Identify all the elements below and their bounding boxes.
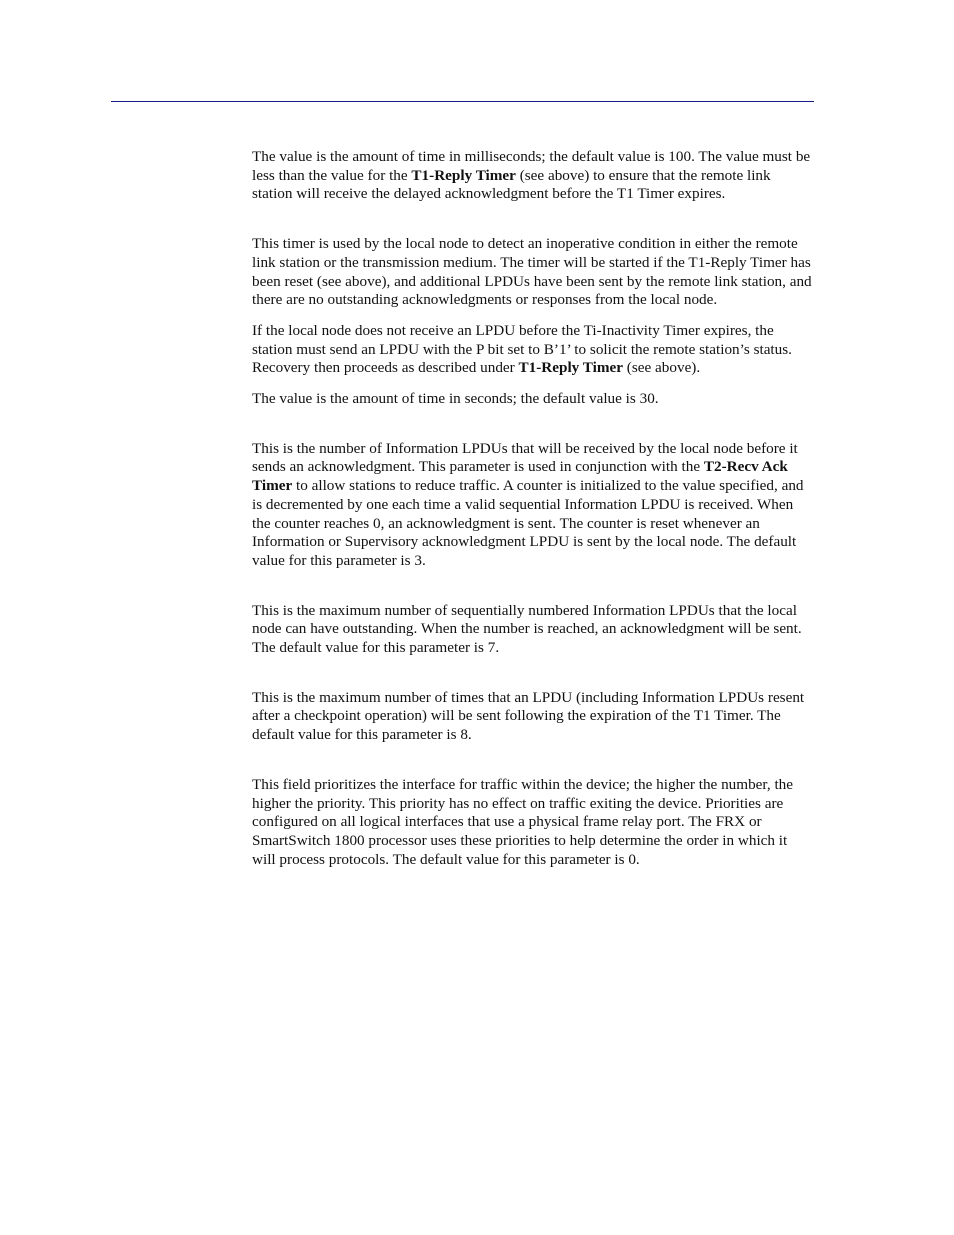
body-paragraph: The value is the amount of time in seconds; the default value is 30. — [252, 390, 659, 408]
body-paragraph: This is the number of Information LPDUs that will be received by the local node before it sends an acknowledgment. This parameter is used in conjunction with the T2-Recv Ack Timer to allow stations to reduce traffic. A counter is initialized to the value specified, and is decremented by one each time a valid sequential Information LPDU is received. When the counter reaches 0, an acknowledgment is sent. The counter is reset whenever an Information or Supervisory acknowledgment LPDU is sent by the local node. The default value for this parameter is 3. — [252, 439, 804, 569]
body-paragraph: This is the maximum number of sequentially numbered Information LPDUs that the local node can have outstanding. When the number is reached, an acknowledgment will be sent. The default value for this parameter is 7. — [252, 601, 802, 657]
body-paragraph: This is the maximum number of times that an LPDU (including Information LPDUs resent after a checkpoint operation) will be sent following the expiration of the T1 Timer. The default value for this parameter is 8. — [252, 688, 805, 744]
body-paragraph: This timer is used by the local node to detect an inoperative condition in either the remote link station or the transmission medium. The timer will be started if the T1-Reply Timer has been reset (see above), and additional LPDUs have been sent by the remote link station, and there are no outstanding acknowledgments or responses from the local node. — [252, 235, 812, 309]
header-rule — [111, 101, 814, 102]
body-paragraph: This field prioritizes the interface for traffic within the device; the higher the number, the higher the priority. This priority has no effect on traffic exiting the device. Priorities are configured on all logical interfaces that use a physical frame relay port. The FRX or SmartSwitch 1800 processor uses these priorities to help determine the order in which it will process protocols. The default value for this parameter is 0. — [252, 775, 794, 868]
document-body — [252, 148, 814, 869]
body-paragraph: If the local node does not receive an LPDU before the Ti-Inactivity Timer expires, the station must send an LPDU with the P bit set to B’1’ to solicit the remote station’s status. Recovery then proceeds as described under T1-Reply Timer (see above). — [252, 321, 792, 377]
body-paragraph: The value is the amount of time in milliseconds; the default value is 100. The value must be less than the value for the T1-Reply Timer (see above) to ensure that the remote link station will receive the delayed acknowledgment before the T1 Timer expires. — [252, 148, 811, 203]
